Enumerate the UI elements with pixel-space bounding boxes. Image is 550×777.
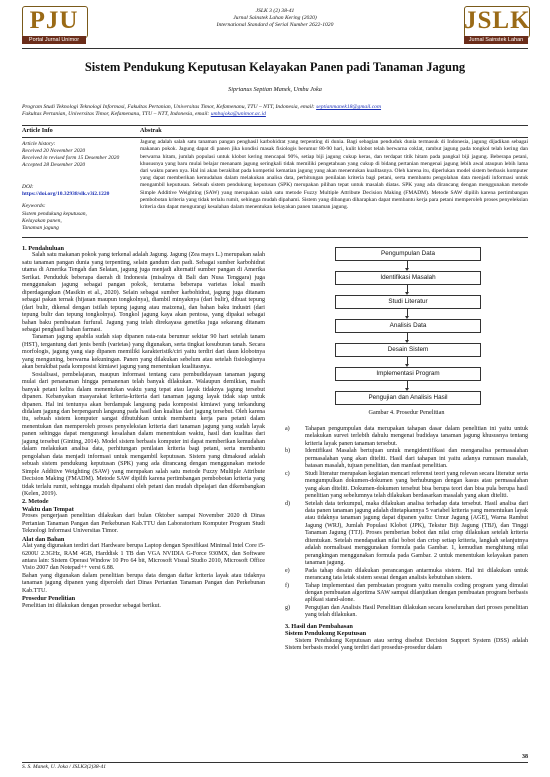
email-link-2[interactable]: umbujoka@unimor.ac.id (210, 111, 266, 117)
abstract-heading: Abstrak (140, 127, 162, 134)
pju-logo-subtitle: Portal Jurnal Unimor (22, 36, 86, 44)
flowchart-caption: Gambar 4. Prosedur Penelitian (368, 409, 445, 416)
abstract (140, 127, 528, 211)
method-paragraph-4: Penelitian ini dilakukan dengan prosedur sebagai berikut. (22, 602, 161, 609)
footer-citation: S. S. Manek, U. Joka / JSLK3(2)38-41 (22, 764, 107, 770)
procedure-item: g) Pengujian dan Analisis Hasil Penelitian dilakukan secara keseluruhan dari proses penelitian yang telah dilakukan. (285, 604, 528, 619)
flow-step-6: Implementasi Program (335, 367, 481, 381)
journal-header (22, 6, 531, 51)
keyword-3: Tanaman jagung (22, 225, 59, 232)
method-paragraph-2: Alat yang digunakan terdiri dari Hardware berupa Laptop dengan Spesifikasi Minimal Intel Core i5-6200U 2.3GHz, RAM 4GB, Harddisk 1 TB dan VGA NVIDIA G-Force 930MX, dan Software antara lain: Sistem Operasi Window 10 Pro 64 bit, Microsoft Visual Studio 2010, Microsoft Office Visio 2007 dan Notepad++ versi 6.88. (22, 543, 265, 572)
history-label: Article history: (22, 140, 56, 147)
method-paragraph-1: Proses pengerjaan penelitian dilakukan dari bulan Oktober sampai November 2020 di Dinas Pertanian Tanaman Pangan dan Perkebunan Kab.TTU dan Laboratorium Komputer Program Studi Teknologi Informasi Universitas Timor. (22, 513, 265, 535)
flow-step-2: Identifikasi Masalah (335, 271, 481, 285)
section-2-heading: 2. Metode (22, 498, 49, 506)
abstract-text: Jagung adalah salah satu tanaman pangan penghasil karbohidrat yang terpenting di dunia. Bagi sebagian penduduk dunia termasuk di Indonesia, jagung dijadikan sebagai makanan pokok. Jagung dapat di panen jika kondisi masak fisiologis berumur 80-90 hari, kulit klobot telah berwarna coklat, rambut jagung pada tongkol telah kering dan berwarna hitam, jumlah populasi untuk klobot kering mencapai 90%, setiap biji jagung cukup keras, dan terdapat titik hitam pada pangkal biji jagung. Beberapa petani, khususnya yang baru mulai belajar menanam jagung seringkali tidak memiliki pengetahuan yang cukup di bidang pertanian mengenai jagung lebih awal ataupun lebih lama dari waktu panen nya. Hal ini akan berakibat pada kompetisi kematian jagung yang akan menentukan kualitasnya. Oleh karena itu, diperlukan model sistem berbasis komputer yang dapat memberikan kemudahan dalam melakukan analisa data, perhitungan penilaian kriteria bagi petani, serta membantu pengolahan data menjadi informasi untuk mengambil keputusan. Sebuah sistem pendukung keputusan (SPK) merupakan pilihan tepat untuk masalah diatas. SPK yang ada dirancang dengan menggunakan metode Simple Additive Weighting (SAW) yang merupakan salah satu metode Fuzzy Multiple Attribute Decision Making (FMADM). Metode SAW dipilih karena pertimbangan pembobotan kriteria yang tidak terlalu rumit, sehingga mudah dipahami. Sistem yang dibangun diharapkan dapat membantu kerja para petani memperoleh proses penyeleksian kriteria dan dapat mengurangi kesalahan dalam menentukan kelayakan panen tanaman jagung. (140, 139, 528, 211)
subsection-alat-bahan: Alat dan Bahan (22, 535, 65, 543)
subsection-prosedur: Prosedur Penelitian (22, 595, 76, 603)
affiliation-1: Program Studi Teknologi Teknologi Informasi, Fakultas Pertanian, Universitas Timor, Kefamenanu, TTU – NTT, Indonesia, email: (22, 104, 315, 110)
flow-step-7: Pengujian dan Analisis Hasil (335, 391, 481, 405)
keyword-2: Kelayakan panen, (22, 218, 62, 225)
section-1-heading: 1. Pendahuluan (22, 245, 64, 252)
jslk-logo-subtitle: Jurnal Sainstek Lahan Kering (464, 36, 528, 44)
header-divider (22, 48, 528, 49)
subsection-spk: Sistem Pendukung Keputusan (285, 630, 367, 638)
footer-divider (22, 762, 528, 763)
flow-step-5: Desain Sistem (335, 343, 481, 357)
page-number: 38 (522, 754, 528, 760)
subsection-waktu-tempat: Waktu dan Tempat (22, 505, 74, 513)
paper-title: Sistem Pendukung Keputusan Kelayakan Panen padi Tanaman Jagung (84, 60, 466, 74)
doi-link[interactable]: https://doi.org/10.32938/slk.v3i2.1220 (22, 190, 110, 197)
revised-date: Received in revised form 15 Desember 2020 (22, 155, 120, 162)
jslk-logo (464, 6, 531, 51)
article-info (22, 127, 132, 233)
email-link-1[interactable]: septianmanek18@gmail.com (316, 104, 382, 110)
method-paragraph-3: Bahan yang digunakan dalam penelitian berupa data dengan daftar kriteria layak atau tidaknya tanaman jagung dipanen yang diperoleh dari Dinas Pertanian Tanaman Pangan dan Perkebunan Kab.TTU. (22, 572, 265, 594)
flow-step-4: Analisis Data (335, 319, 481, 333)
flow-arrow-5 (407, 357, 408, 365)
affiliation-2: Fakultas Pertanian, Universitas Timor, Kefamenanu, TTU – NTT, Indonesia, email: (22, 111, 210, 117)
doi-label: DOI: (22, 183, 34, 190)
flow-arrow-3 (407, 309, 408, 317)
pju-logo (22, 6, 86, 44)
procedure-item: a) Tahapan pengumpulan data merupakan tahapan dasar dalam penelitian ini yaitu untuk melakukan survei terlebih dahulu mengenai budidaya tanaman jagung khususnya tentang kriteria layak panen tanaman tersebut. (285, 426, 528, 447)
intro-paragraph-2: Tanaman jagung apabila sudah siap dipanen rata-rata berumur sekitar 90 hari setelah tanam (HST), tergantung dari jenis benih (varietas) yang digunakan, serta tingkat kesuburan tanah. Secara morfologis, jagung yang siap dipanen memiliki karakteristik/ciri yaitu terdiri dari daun klobotnya yang menguning, berwarna kekuningan. Panen yang dilakukan sebelum atau setelah fisiologisnya akan berakibat pada komposisi kimiawi jagung yang menentukan kualitasnya. (22, 334, 265, 371)
left-column (22, 245, 265, 610)
procedure-item: d) Setelah data terkumpul, maka dilakukan analisa terhadap data tersebut. Hasil analisa dari data panen tanaman jagung adalah ditetapkannya 5 variabel kriteria yang menentukan layak atau tidaknya tanaman jagung dapat dipanen yaitu: Umur Jagung (AGE), Warna Rambut Jagung (WRJ), Jumlah Populasi Klobot (JPK), Tekstur Biji Jagung (TBJ), dan Tinggi Tanaman Jagung (TTJ). Proses pemberian bobot dan nilai crisp dilakukan setelah kriteria ditentukan. Setelah mendapatkan nilai bobot dan crisp setiap kriteria, langkah selanjutnya adalah normalisasi menggunakan formula pada Gambar. 1, kemudian menghitung nilai perangkingan menggunakan formula pada Gambar. 2 untuk menentukan kelayakan panen tanaman jagung. (285, 500, 528, 567)
journal-citation-block (112, 8, 438, 29)
flow-arrow-6 (407, 381, 408, 389)
results-paragraph-1: Sistem Pendukung Keputusan atau sering disebut Decision Support System (DSS) adalah Sistem berbasis model yang terdiri dari prosedur-prosedur dalam (285, 637, 528, 652)
journal-name: Jurnal Sainstek Lahan Kering (2020) (233, 15, 317, 21)
research-procedure-flowchart (285, 247, 528, 447)
keyword-1: Sistem pendukung keputusan, (22, 210, 87, 217)
accepted-date: Accepted 28 Desember 2020 (22, 162, 86, 169)
procedure-item: e) Pada tahap desain dilakukan perancangan antarmuka sistem. Hal ini dilakukan untuk merancang tata letak sistem sesuai dengan analisis kebutuhan sistem. (285, 567, 528, 582)
pju-logo-text: PJU (29, 7, 79, 34)
issn: International Standard of Serial Number 2622-1020 (216, 22, 334, 28)
affiliations (22, 104, 528, 118)
keywords-label: Keywords: (22, 203, 46, 210)
procedure-item: f) Tahap implementasi dan pembuatan program yaitu menulis coding program yang dimulai dengan pembuatan algoritma SAW sampai dilanjutkan dengan pembuatan program berbasis aplikasi stand-alone. (285, 582, 528, 604)
procedure-list (285, 426, 528, 653)
info-box-top-rule (22, 125, 528, 126)
paper-authors: Siprianus Septian Manek, Umbu Joka (228, 86, 322, 93)
received-date: Received 20 November 2020 (22, 147, 86, 154)
flow-step-3: Studi Literatur (335, 295, 481, 309)
info-box-bottom-rule (22, 237, 528, 238)
citation: JSLK 3 (2) 38-41 (255, 8, 295, 14)
article-info-heading: Article Info (22, 127, 53, 134)
procedure-item: c) Studi literatur merupakan kegiatan mencari referensi teori yang relevan secara literatur serta mengumpulkan dokumen-dokumen yang berhubungan dengan kasus atau permasalahan yang akan diteliti. Dokumen-dokumen tersebut bisa berupa teori dan bisa pula berupa hasil penelitian yang sebelumnya telah dilakukan berdasarkan masalah yang akan diteliti. (285, 470, 528, 500)
flow-arrow-1 (407, 261, 408, 269)
section-3-heading: 3. Hasil dan Pembahasan (285, 622, 353, 630)
flow-step-1: Pengumpulan Data (335, 247, 481, 261)
procedure-item: b) Identifikasi Masalah bertujuan untuk mengidentifikasi dan menganalisa permasalahan permasalahan yang akan diteliti. Hasil dari tahapan ini yaitu adanya rumusan masalah, batasan masalah, tujuan penelitian, dan manfaat penelitian. (285, 448, 528, 470)
intro-paragraph-1: Salah satu makanan pokok yang terkenal adalah Jagung. Jagung (Zea mays L.) merupakan salah satu tanaman pangan dunia yang terpenting, selain gandum dan padi. Sebagai sumber karbohidrat utama di Amerika Tengah dan Selatan, jagung juga menjadi alternatif sumber pangan di Amerika Serikat. Penduduk beberapa daerah di Indonesia (misalnya di Bali dan Nusa Tenggara) juga menggunakan jagung sebagai pangan pokok, terutama beberapa varietas lokal masih diperdagangkan (Masikin et al., 2020). Selain sebagai sumber karbohidrat, jagung juga ditanam sebagai pakan ternak (hijauan maupun tongkolnya), diambil minyaknya (dari bulir), dibuat tepung (dari bulir, dikenal dengan istilah tepung jagung atau maizena), dan bahan baku industri (dari tepung bulir dan tepung tongkolnya). Tongkol jagung kaya akan pentosa, yang dipakai sebagai bahan baku pembuatan furfural. Jagung yang telah direkayasa genetika juga sekarang ditanam sebagai penghasil bahan farmasi. (22, 252, 265, 333)
flow-arrow-4 (407, 333, 408, 341)
jslk-logo-text: JSLK (464, 7, 531, 34)
intro-paragraph-3: Sosialisasi, pembelajaran, maupun informasi tentang cara pembudidayaan tanaman jagung mulai dari penanaman hingga pemanenan telah banyak dilakukan. Walaupun demikian, masih banyak petani kelira dalam menentukan waktu yang tepat atau layak tidaknya jagung tersebut dipanen. Kebanyakan masyarakat kriteria-kriteria dari tanaman jagung layak tidak siap untuk dipanen. Hal ini tentunya akan berdampak langsung pada komposisi kimiawi yang terkandung didalam jagung dan berpengaruh langsung pada hasil dan kualitas dari jagung tersebut. Oleh karena itu, sebuah sistem komputer sangat dibutuhkan untuk membantu kerja para petani dalam menentukan dan memperoleh proses penyeleksian kriteria dari tanaman jagung yang sudah layak panen sehingga dapat mengurangi kesalahan dalam menentukan waktu, hasil dan kualitas dari jagung tersebut (Ginting, 2014). Model sistem berbasis komputer ini dapat memberikan kemudahan dalam melakukan analisa data, perhitungan penilaian kriteria bagi petani, serta membantu pengolahan data menjadi informasi untuk mengambil keputusan. Sistem yang dimaksud adalah sebuah sistem pendukung keputusan (SPK) yang ada dirancang dengan menggunakan metode Simple Additive Weighting (SAW) yang merupakan salah satu metode Fuzzy Multiple Attribute Decision Making (FMADM). Metode SAW dipilih karena pertimbangan pembobotan kriteria yang tidak terlalu rumit, sehingga mudah dipahami oleh petani dan mudah dipelajari dan dikembangkan (Kelen, 2019). (22, 371, 265, 497)
flow-arrow-2 (407, 285, 408, 293)
